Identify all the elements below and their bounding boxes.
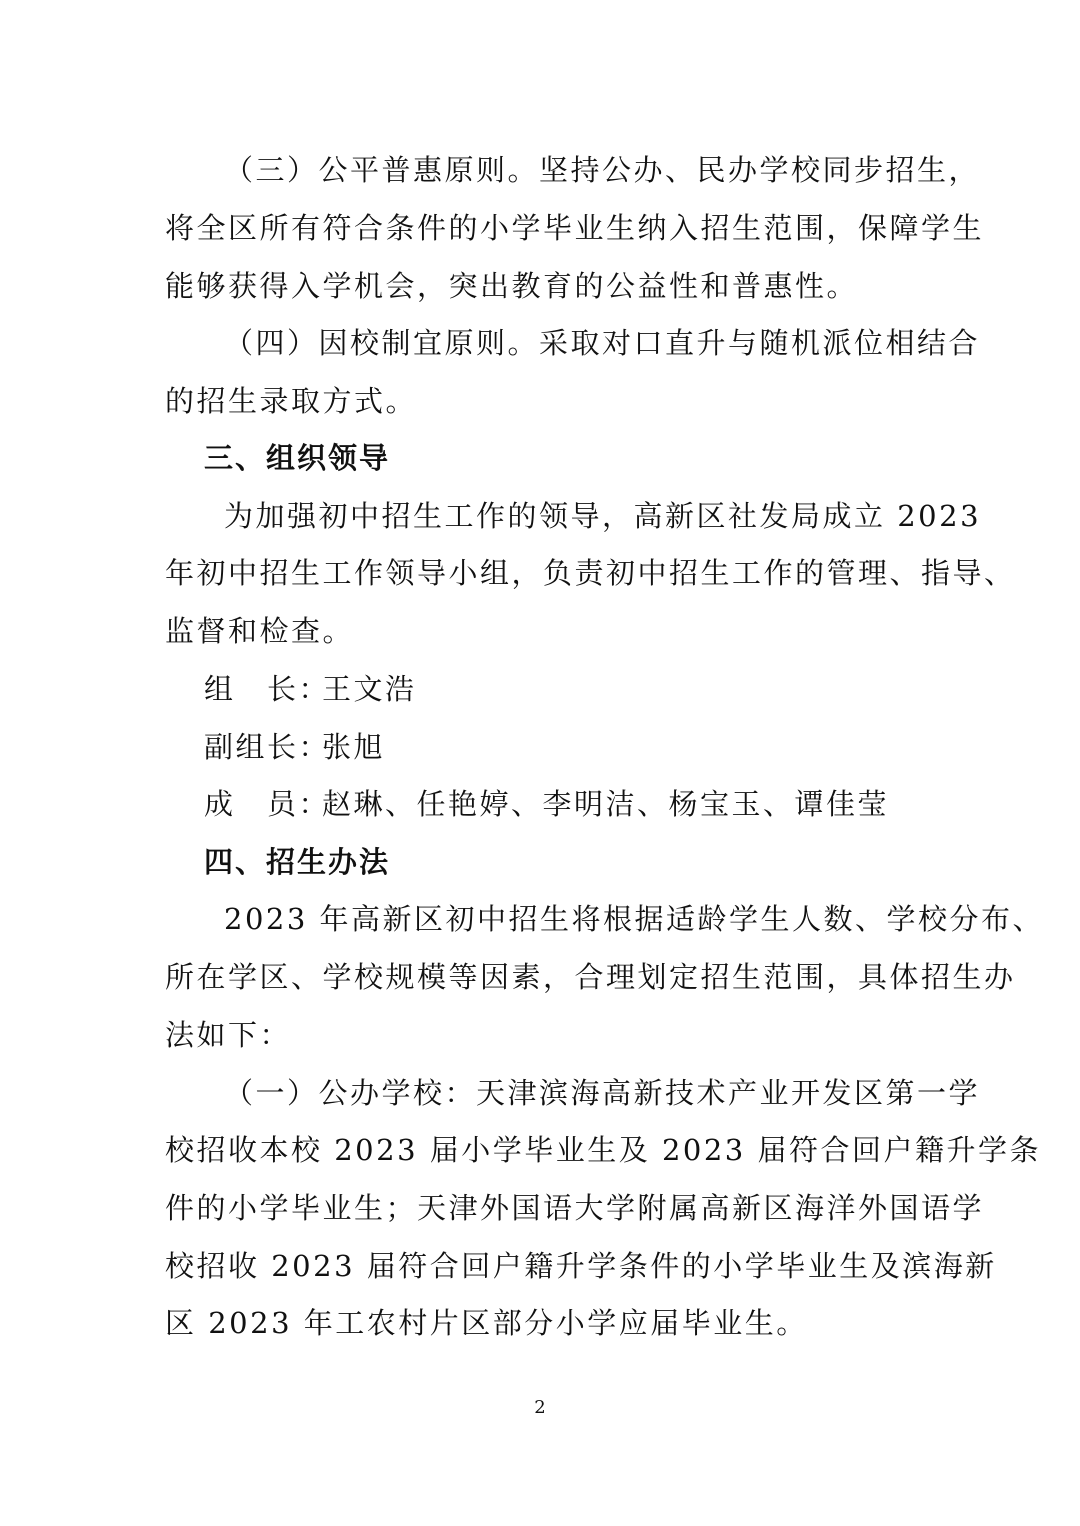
- paragraph-line: 区 2023 年工农村片区部分小学应届毕业生。: [165, 1306, 808, 1340]
- member-role: 组 长：: [204, 672, 331, 706]
- paragraph-line: 将全区所有符合条件的小学毕业生纳入招生范围，保障学生: [165, 211, 985, 245]
- paragraph-line: 校招收 2023 届符合回户籍升学条件的小学毕业生及滨海新: [165, 1249, 997, 1283]
- member-row-leader: [204, 669, 417, 709]
- member-names: 王文浩: [322, 672, 417, 706]
- paragraph-line: 能够获得入学机会，突出教育的公益性和普惠性。: [165, 269, 859, 303]
- paragraph-line: 法如下：: [165, 1018, 292, 1052]
- member-role: 成 员：: [204, 787, 331, 821]
- member-row-deputy: [204, 727, 385, 767]
- page-number: 2: [534, 1397, 546, 1418]
- member-row-members: [204, 784, 889, 824]
- member-names: 张旭: [322, 730, 386, 764]
- member-role: 副组长：: [204, 730, 331, 764]
- paragraph-line: 所在学区、学校规模等因素，合理划定招生范围，具体招生办: [165, 960, 1016, 994]
- paragraph-line: 为加强初中招生工作的领导，高新区社发局成立 2023: [224, 499, 982, 533]
- section-heading-admission-methods: 四、招生办法: [204, 845, 391, 879]
- paragraph-line: （三）公平普惠原则。坚持公办、民办学校同步招生，: [224, 153, 981, 187]
- paragraph-line: （一）公办学校：天津滨海高新技术产业开发区第一学: [224, 1076, 981, 1110]
- paragraph-line: 监督和检查。: [165, 614, 355, 648]
- paragraph-line: 年初中招生工作领导小组，负责初中招生工作的管理、指导、: [165, 556, 1016, 590]
- paragraph-line: 校招收本校 2023 届小学毕业生及 2023 届符合回户籍升学条: [165, 1133, 1041, 1167]
- member-names: 赵琳、任艳婷、李明洁、杨宝玉、谭佳莹: [322, 787, 890, 821]
- paragraph-line: （四）因校制宜原则。采取对口直升与随机派位相结合: [224, 326, 981, 360]
- paragraph-line: 的招生录取方式。: [165, 384, 418, 418]
- paragraph-line: 件的小学毕业生；天津外国语大学附属高新区海洋外国语学: [165, 1191, 985, 1225]
- section-heading-organization: 三、组织领导: [204, 441, 391, 475]
- paragraph-line: 2023 年高新区初中招生将根据适龄学生人数、学校分布、: [224, 902, 1045, 936]
